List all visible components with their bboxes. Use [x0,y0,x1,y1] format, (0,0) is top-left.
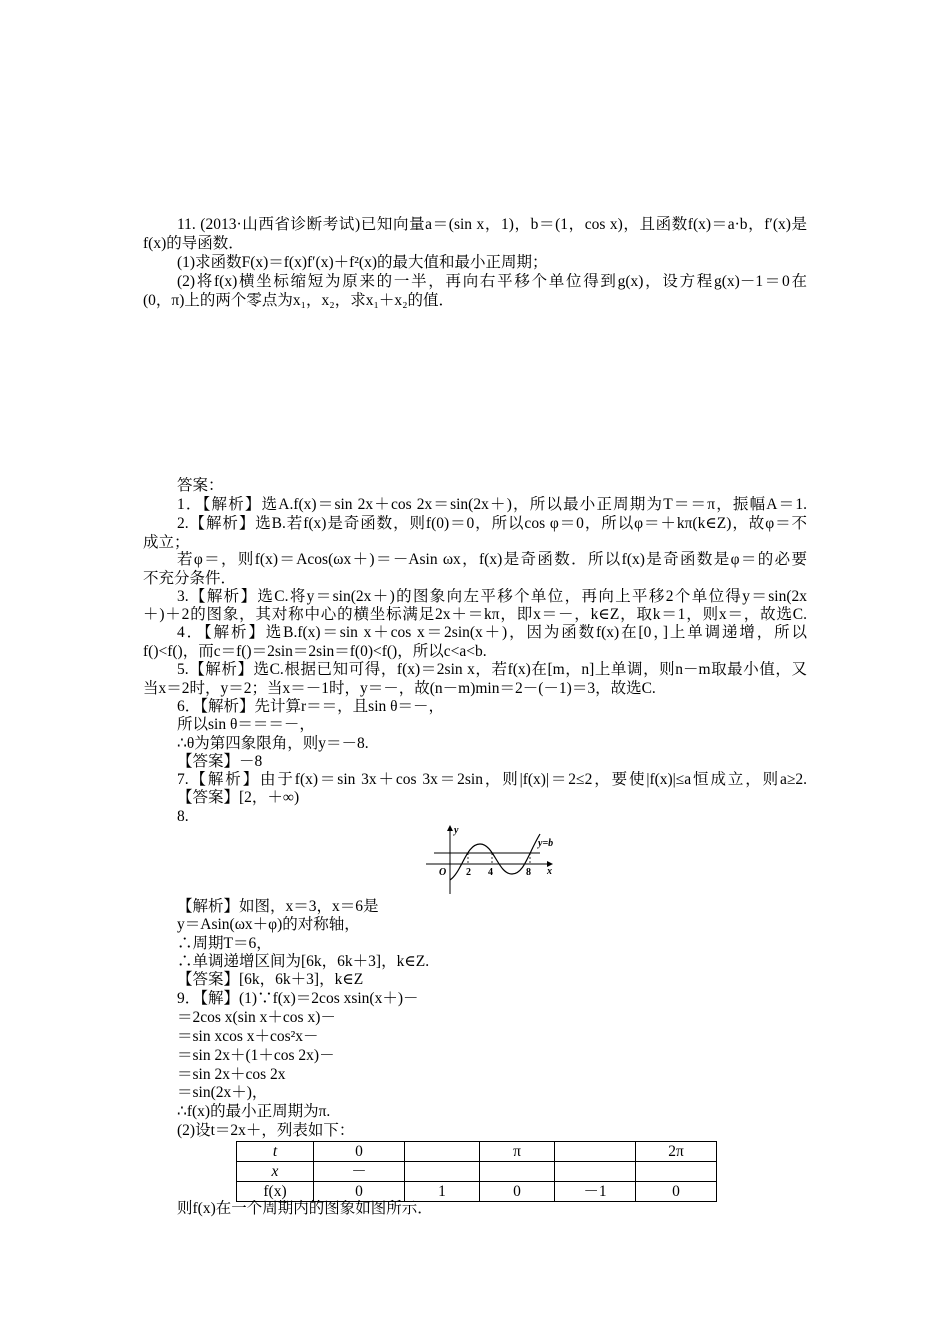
table-cell [405,1142,480,1162]
tick-label-2: 2 [466,867,471,878]
answer-9-line-6: ＝sin(2x＋)， [177,1084,268,1101]
table-row [237,1182,717,1202]
answer-6-line-1: 6．【解析】先计算r＝＝，且sin θ＝－， [177,698,445,715]
problem-11-part-2: (2)将f(x)横坐标缩短为原来的一半，再向右平移个单位得到g(x)，设方程g(x)－1＝0在 [177,273,807,290]
table-row [237,1142,717,1162]
table-cell [636,1162,717,1182]
table-cell [555,1162,636,1182]
answers-heading: 答案： [177,477,224,494]
answer-6-result: 【答案】－8 [177,753,263,770]
table-cell: － [314,1162,405,1182]
answer-8-result: 【答案】[6k，6k＋3]，k∈Z [177,971,364,988]
answer-9-line-7: ∴f(x)的最小正周期为π. [177,1103,331,1120]
answer-1: 1．【解析】选A.f(x)＝sin 2x＋cos 2x＝sin(2x＋)，所以最小正周期为T＝＝π，振幅A＝1. [177,496,807,513]
table-cell: x [237,1162,314,1182]
value-table [236,1141,717,1202]
table-row [237,1162,717,1182]
answer-2-line-3: 若φ＝，则f(x)＝Acos(ωx＋)＝－Asin ωx，f(x)是奇函数．所以f(x)是奇函数是φ＝的必要 [177,551,807,568]
table-cell: 0 [314,1142,405,1162]
answer-8-number: 8. [177,808,189,825]
x-axis-label: x [547,866,552,877]
table-cell [480,1162,555,1182]
problem-11-part-1: (1)求函数F(x)＝f(x)f′(x)＋f²(x)的最大值和最小正周期； [177,254,548,271]
answer-4-line-2: f()<f()，而c＝f()＝2sin＝2sin＝f(0)<f()，所以c<a<b. [143,643,487,660]
answer-5-line-2: 当x＝2时，y＝2；当x＝－1时，y＝－，故(n－m)min＝2－(－1)＝3，故选C. [143,680,656,697]
answer-9-line-5: ＝sin 2x＋cos 2x [177,1066,286,1083]
problem-11-line-2: f(x)的导函数． [143,235,244,252]
table-cell: 2π [636,1142,717,1162]
tick-label-4: 4 [488,867,493,878]
answer-3-line-2: ＋)＋2的图象，其对称中心的横坐标满足2x＋＝kπ，即x＝－，k∈Z，取k＝1，则x＝，故选C. [143,606,807,623]
answer-8-line-3: ∴周期T＝6， [177,935,272,952]
answer-6-line-3: ∴θ为第四象限角，则y＝－8. [177,735,369,752]
problem-11-line-5: (0，π)上的两个零点为x₁，x₂，求x₁＋x₂的值． [143,292,455,309]
table-cell: π [480,1142,555,1162]
answer-4-line-1: 4．【解析】选B.f(x)＝sin x＋cos x＝2sin(x＋)，因为函数f(x)在[0，]上单调递增，所以 [177,624,807,641]
table-cell: 0 [314,1182,405,1202]
answer-8-line-4: ∴单调递增区间为[6k，6k＋3]，k∈Z. [177,953,430,970]
table-cell: 0 [480,1182,555,1202]
answer-3-line-1: 3.【解析】选C.将y＝sin(2x＋)的图象向左平移个单位，再向上平移2个单位得y＝sin(2x [177,588,807,605]
answer-5-line-1: 5.【解析】选C.根据已知可得，f(x)＝2sin x，若f(x)在[m，n]上单调，则n－m取最小值，又 [177,661,807,678]
answer-7-line-1: 7.【解析】由于f(x)＝sin 3x＋cos 3x＝2sin，则|f(x)|＝2≤2，要使|f(x)|≤a恒成立，则a≥2. [177,771,807,788]
answer-9-line-3: ＝sin xcos x＋cos²x－ [177,1028,319,1045]
origin-label: O [439,867,447,878]
answer-6-line-2: 所以sin θ＝＝＝－， [177,716,315,733]
y-axis-label: y [454,825,459,836]
tick-label-8: 8 [526,867,531,878]
answer-9-line-4: ＝sin 2x＋(1＋cos 2x)－ [177,1047,335,1064]
table-cell: －1 [555,1182,636,1202]
table-cell [555,1142,636,1162]
answer-7-result: 【答案】[2，＋∞) [177,789,300,806]
answer-9-line-2: ＝2cos x(sin x＋cos x)－ [177,1009,336,1026]
table-cell: t [237,1142,314,1162]
answer-9-line-8: (2)设t＝2x＋，列表如下： [177,1122,355,1139]
answer-9-last-line: 则f(x)在一个周期内的图象如图所示． [177,1200,433,1217]
answer-8-line-1: 【解析】如图，x＝3，x＝6是 [177,898,379,915]
problem-11-line-1: 11. (2013·山西省诊断考试)已知向量a＝(sin x，1)，b＝(1，cos x)，且函数f(x)＝a·b，f′(x)是 [177,216,807,233]
answer-2-line-1: 2.【解析】选B.若f(x)是奇函数，则f(0)＝0，所以cos φ＝0，所以φ＝＋kπ(k∈Z)，故φ＝不 [177,515,807,532]
answer-2-line-2: 成立； [143,534,190,551]
answer-9-line-1: 9．【解】(1)∵f(x)＝2cos xsin(x＋)－ [177,990,419,1007]
line-label-y-b: y=b [538,838,554,849]
table-cell: 0 [636,1182,717,1202]
answer-2-line-4: 不充分条件． [143,570,237,587]
answer-8-line-2: y＝Asin(ωx＋φ)的对称轴， [177,916,360,933]
table-cell: f(x) [237,1182,314,1202]
table-cell [405,1162,480,1182]
sine-graph-figure [424,822,560,896]
table-cell: 1 [405,1182,480,1202]
